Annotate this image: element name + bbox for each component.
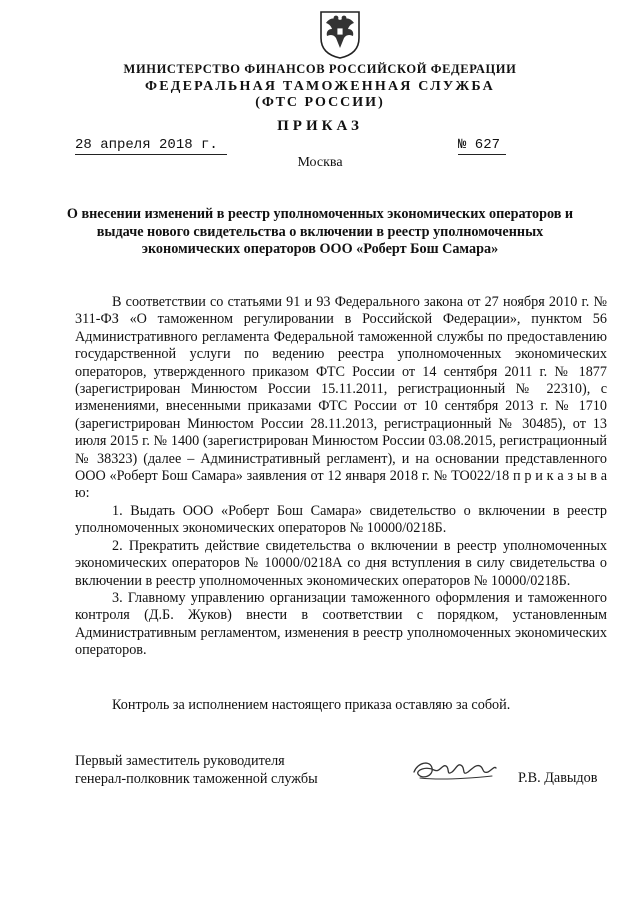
service-title: ФЕДЕРАЛЬНАЯ ТАМОЖЕННАЯ СЛУЖБА [145, 79, 495, 94]
coat-of-arms-icon [317, 8, 363, 60]
control-statement: Контроль за исполнением настоящего приказа оставляю за собой. [112, 697, 511, 713]
signatory-position-line-2: генерал-полковник таможенной службы [75, 771, 318, 787]
document-date: 28 апреля 2018 г. [75, 137, 227, 155]
document-subject: О внесении изменений в реестр уполномоченных экономических операторов и выдаче нового свидетельства о включении в реестр уполномоченных экономических операторов ООО «Роберт Бош Самара» [66, 206, 574, 257]
signatory-position [75, 752, 318, 788]
order-item-1: 1. Выдать ООО «Роберт Бош Самара» свидетельство о включении в реестр уполномоченных экономических операторов № 10000/0218Б. [75, 502, 607, 537]
document-number: № 627 [458, 137, 506, 155]
order-item-2: 2. Прекратить действие свидетельства о включении в реестр уполномоченных экономических операторов № 10000/0218А со дня вступления в силу свидетельства о включении в реестр уполномоченных экономических операторов № 10000/0218Б. [75, 537, 607, 589]
order-item-3: 3. Главному управлению организации таможенного оформления и таможенного контроля (Д.Б. Жуков) внести в соответствии с порядком, установленным Административным регламентом, изменения в реестр уполномоченных экономических операторов. [75, 589, 607, 659]
preamble-paragraph: В соответствии со статьями 91 и 93 Федерального закона от 27 ноября 2010 г. № 311-ФЗ «О таможенном регулировании в Российской Федерации», пунктом 56 Административного регламента Федеральной таможенной службы по предоставлению государственной услуги по ведению реестра уполномоченных экономических операторов, утвержденного приказом ФТС России от 14 сентября 2011 г. № 1877 (зарегистрирован Минюстом России 15.11.2011, регистрационный № 22310), с изменениями, внесенными приказами ФТС России от 10 сентября 2013 г. № 1710 (зарегистрирован Минюстом России 28.11.2013, регистрационный № 30485), от 13 июля 2015 г. № 1400 (зарегистрирован Минюстом России 03.08.2015, регистрационный № 38323) (далее – Административный регламент), и на основании представленного ООО «Роберт Бош Самара» заявления от 12 января 2018 г. № ТО022/18 п р и к а з ы в а ю: [75, 294, 607, 502]
ministry-title: МИНИСТЕРСТВО ФИНАНСОВ РОССИЙСКОЙ ФЕДЕРАЦИИ [123, 62, 517, 76]
document-type: ПРИКАЗ [277, 118, 363, 134]
signatory-name: Р.В. Давыдов [518, 770, 598, 786]
handwritten-signature [408, 752, 500, 786]
service-short-title: (ФТС РОССИИ) [255, 95, 385, 110]
signatory-position-line-1: Первый заместитель руководителя [75, 753, 285, 769]
document-city: Москва [297, 155, 343, 170]
document-body [75, 294, 607, 660]
